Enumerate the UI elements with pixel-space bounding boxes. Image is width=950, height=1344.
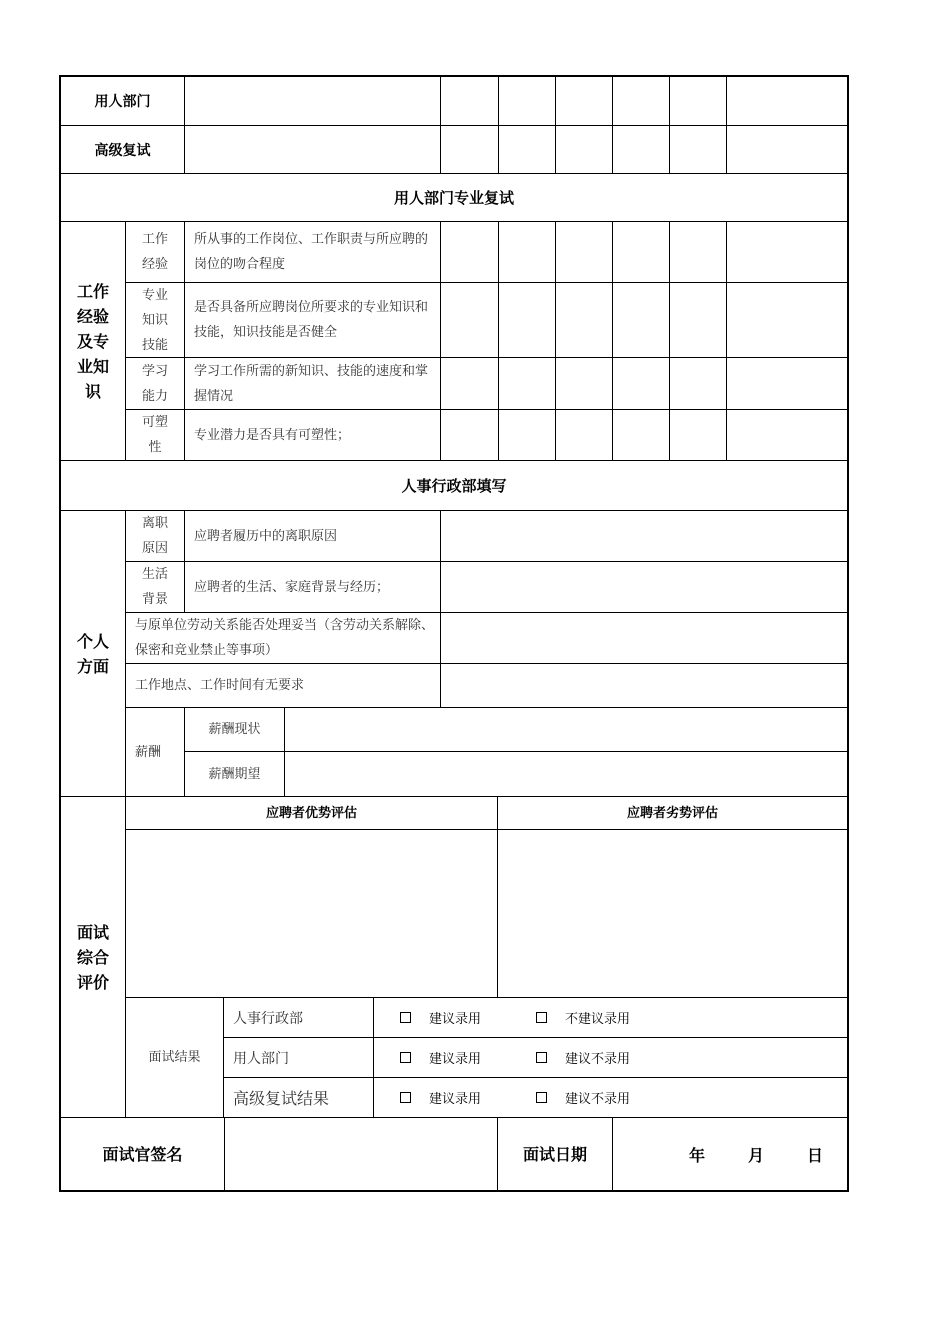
answer-background[interactable] xyxy=(441,562,847,613)
result-options-hr xyxy=(374,998,847,1038)
date-label: 面试日期 xyxy=(498,1118,613,1190)
criteria-leaving-reason: 应聘者履历中的离职原因 xyxy=(185,511,441,562)
sub-label-potential: 可塑性 xyxy=(126,410,185,461)
salary-expected-input[interactable] xyxy=(285,752,847,797)
score-cell[interactable] xyxy=(441,77,499,126)
year-label: 年 xyxy=(689,1145,706,1165)
option-not-hire-dept[interactable]: 建议不录用 xyxy=(536,1048,630,1067)
salary-expected-label: 薪酬期望 xyxy=(185,752,285,797)
score-cell[interactable] xyxy=(670,358,727,410)
score-cell[interactable] xyxy=(499,222,556,283)
day-label: 日 xyxy=(807,1145,824,1165)
score-cell[interactable] xyxy=(556,410,613,461)
result-label: 面试结果 xyxy=(126,998,224,1118)
option-hire-dept[interactable]: 建议录用 xyxy=(400,1048,481,1067)
result-dept-hr: 人事行政部 xyxy=(224,998,374,1038)
score-cell[interactable] xyxy=(441,126,499,174)
score-cell[interactable] xyxy=(613,358,670,410)
checkbox-icon[interactable] xyxy=(400,1012,411,1023)
option-hire-hr[interactable]: 建议录用 xyxy=(400,1008,481,1027)
weaknesses-textarea[interactable] xyxy=(498,830,847,998)
sub-label-experience: 工作经验 xyxy=(126,222,185,283)
score-cell[interactable] xyxy=(441,283,499,358)
score-cell[interactable] xyxy=(613,410,670,461)
sub-label-background: 生活背景 xyxy=(126,562,185,613)
criteria-skills: 是否具备所应聘岗位所要求的专业知识和技能，知识技能是否健全 xyxy=(185,283,441,358)
result-dept-hiring: 用人部门 xyxy=(224,1038,374,1078)
score-cell[interactable] xyxy=(499,77,556,126)
score-cell[interactable] xyxy=(670,410,727,461)
criteria-background: 应聘者的生活、家庭背景与经历； xyxy=(185,562,441,613)
score-cell[interactable] xyxy=(727,283,847,358)
score-cell[interactable] xyxy=(727,222,847,283)
score-cell[interactable] xyxy=(670,283,727,358)
score-cell[interactable] xyxy=(613,283,670,358)
result-dept-senior: 高级复试结果 xyxy=(224,1078,374,1118)
checkbox-icon[interactable] xyxy=(536,1052,547,1063)
signature-input[interactable] xyxy=(225,1118,498,1190)
criteria-potential: 专业潜力是否具有可塑性； xyxy=(185,410,441,461)
section-title-hr: 人事行政部填写 xyxy=(61,461,847,511)
score-cell[interactable] xyxy=(556,222,613,283)
criteria-labor-relations: 与原单位劳动关系能否处理妥当（含劳动关系解除、保密和竞业禁止等事项） xyxy=(126,613,441,664)
score-cell[interactable] xyxy=(613,126,670,174)
score-cell[interactable] xyxy=(670,77,727,126)
month-label: 月 xyxy=(748,1145,765,1165)
personal-group-label: 个人方面 xyxy=(61,511,126,797)
sub-label-skills: 专业知识技能 xyxy=(126,283,185,358)
score-cell[interactable] xyxy=(441,410,499,461)
score-cell[interactable] xyxy=(499,126,556,174)
score-cell[interactable] xyxy=(613,77,670,126)
strengths-header: 应聘者优势评估 xyxy=(126,797,498,830)
score-cell[interactable] xyxy=(556,283,613,358)
section-title-dept-review: 用人部门专业复试 xyxy=(61,174,847,222)
salary-label: 薪酬 xyxy=(126,708,185,797)
option-hire-senior[interactable]: 建议录用 xyxy=(400,1088,481,1107)
criteria-experience: 所从事的工作岗位、工作职责与所应聘的岗位的吻合程度 xyxy=(185,222,441,283)
score-cell[interactable] xyxy=(556,126,613,174)
answer-labor-relations[interactable] xyxy=(441,613,847,664)
strengths-textarea[interactable] xyxy=(126,830,498,998)
senior-review-label: 高级复试 xyxy=(61,126,185,174)
score-cell[interactable] xyxy=(670,126,727,174)
sub-label-leaving-reason: 离职原因 xyxy=(126,511,185,562)
score-cell[interactable] xyxy=(613,222,670,283)
score-cell[interactable] xyxy=(727,358,847,410)
dept-input[interactable] xyxy=(185,77,441,126)
checkbox-icon[interactable] xyxy=(400,1052,411,1063)
score-cell[interactable] xyxy=(727,410,847,461)
option-not-hire-senior[interactable]: 建议不录用 xyxy=(536,1088,630,1107)
checkbox-icon[interactable] xyxy=(536,1012,547,1023)
score-cell[interactable] xyxy=(556,358,613,410)
signature-label: 面试官签名 xyxy=(61,1118,225,1190)
score-cell[interactable] xyxy=(441,358,499,410)
checkbox-icon[interactable] xyxy=(400,1092,411,1103)
criteria-work-location: 工作地点、工作时间有无要求 xyxy=(126,664,441,708)
evaluation-group-label: 面试综合评价 xyxy=(61,797,126,1118)
sub-label-learning: 学习能力 xyxy=(126,358,185,410)
result-options-senior xyxy=(374,1078,847,1118)
score-cell[interactable] xyxy=(499,410,556,461)
checkbox-icon[interactable] xyxy=(536,1092,547,1103)
score-cell[interactable] xyxy=(499,283,556,358)
salary-current-label: 薪酬现状 xyxy=(185,708,285,752)
score-cell[interactable] xyxy=(441,222,499,283)
date-input[interactable] xyxy=(613,1118,847,1190)
score-cell[interactable] xyxy=(727,77,847,126)
work-experience-group-label: 工作经验及专业知识 xyxy=(61,222,126,461)
interview-evaluation-form xyxy=(59,75,849,1192)
score-cell[interactable] xyxy=(727,126,847,174)
answer-work-location[interactable] xyxy=(441,664,847,708)
dept-label: 用人部门 xyxy=(61,77,185,126)
senior-review-input[interactable] xyxy=(185,126,441,174)
score-cell[interactable] xyxy=(499,358,556,410)
salary-current-input[interactable] xyxy=(285,708,847,752)
score-cell[interactable] xyxy=(556,77,613,126)
weaknesses-header: 应聘者劣势评估 xyxy=(498,797,847,830)
criteria-learning: 学习工作所需的新知识、技能的速度和掌握情况 xyxy=(185,358,441,410)
answer-leaving-reason[interactable] xyxy=(441,511,847,562)
score-cell[interactable] xyxy=(670,222,727,283)
result-options-hiring xyxy=(374,1038,847,1078)
option-not-hire-hr[interactable]: 不建议录用 xyxy=(536,1008,630,1027)
